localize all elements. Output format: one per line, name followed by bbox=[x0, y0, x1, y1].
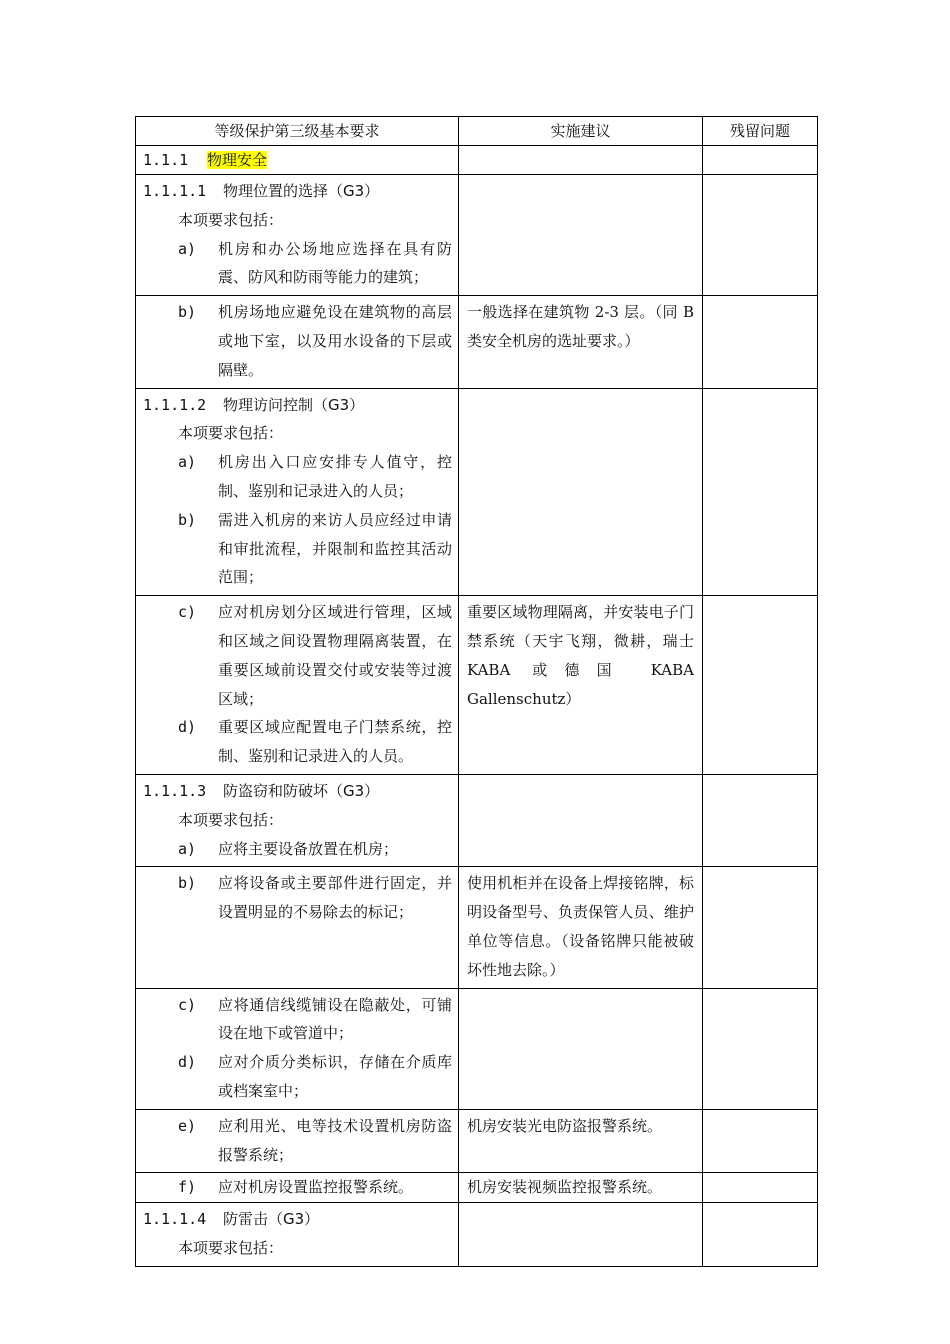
intro-text: 本项要求包括： bbox=[178, 810, 284, 829]
subsection-number: 1.1.1.2 bbox=[143, 395, 207, 414]
residual-cell bbox=[703, 1203, 818, 1267]
advice-text: 机房安装视频监控报警系统。 bbox=[467, 1178, 663, 1197]
table-row bbox=[136, 867, 818, 988]
advice-text: 机房安装光电防盗报警系统。 bbox=[467, 1116, 663, 1135]
list-item: d) 重要区域应配置电子门禁系统，控制、鉴别和记录进入的人员。 bbox=[178, 718, 452, 766]
residual-cell bbox=[703, 1109, 818, 1173]
list-item: a) 机房出入口应安排专人值守，控制、鉴别和记录进入的人员； bbox=[178, 453, 452, 500]
subsection-number: 1.1.1.4 bbox=[143, 1210, 207, 1229]
table-row bbox=[136, 1203, 818, 1267]
subsection-number: 1.1.1.1 bbox=[143, 182, 207, 200]
section-row bbox=[136, 146, 818, 175]
residual-cell bbox=[703, 867, 818, 988]
residual-cell bbox=[703, 596, 818, 775]
residual-cell bbox=[703, 1173, 818, 1203]
residual-cell bbox=[703, 175, 818, 296]
list-item: a) 应将主要设备放置在机房； bbox=[178, 839, 399, 858]
list-item: c) 应将通信线缆铺设在隐蔽处，可铺设在地下或管道中； bbox=[178, 995, 452, 1043]
residual-cell bbox=[703, 988, 818, 1109]
advice-cell bbox=[459, 175, 703, 296]
subsection-title: 物理访问控制（G3） bbox=[223, 395, 365, 414]
section-title: 物理安全 bbox=[207, 151, 268, 169]
residual-cell bbox=[703, 296, 818, 388]
subsection-title: 防雷击（G3） bbox=[223, 1210, 320, 1229]
table-row bbox=[136, 596, 818, 775]
subsection-title: 物理位置的选择（G3） bbox=[223, 182, 380, 200]
residual-cell bbox=[703, 388, 818, 596]
advice-cell bbox=[459, 146, 703, 175]
table-row bbox=[136, 774, 818, 866]
table-row bbox=[136, 1109, 818, 1173]
intro-text: 本项要求包括： bbox=[178, 1239, 284, 1258]
list-item: f) 应对机房设置监控报警系统。 bbox=[178, 1178, 414, 1197]
residual-cell bbox=[703, 146, 818, 175]
section-number: 1.1.1 bbox=[143, 151, 189, 169]
advice-cell bbox=[459, 774, 703, 866]
list-item: d) 应对介质分类标识，存储在介质库或档案室中； bbox=[178, 1053, 452, 1100]
table-row bbox=[136, 1173, 818, 1203]
list-item: a) 机房和办公场地应选择在具有防震、防风和防雨等能力的建筑； bbox=[178, 239, 452, 287]
list-item: b) 应将设备或主要部件进行固定，并设置明显的不易除去的标记； bbox=[178, 874, 452, 922]
list-item: b) 需进入机房的来访人员应经过申请和审批流程，并限制和监控其活动范围； bbox=[178, 510, 452, 587]
header-requirement: 等级保护第三级基本要求 bbox=[136, 117, 459, 146]
list-item: b) 机房场地应避免设在建筑物的高层或地下室，以及用水设备的下层或隔壁。 bbox=[178, 303, 452, 379]
table-row bbox=[136, 296, 818, 388]
table-row bbox=[136, 988, 818, 1109]
subsection-title: 防盗窃和防破坏（G3） bbox=[223, 781, 380, 800]
list-item: c) 应对机房划分区域进行管理，区域和区域之间设置物理隔离装置，在重要区域前设置交付或安装等过渡区域； bbox=[178, 603, 452, 708]
requirements-table bbox=[135, 116, 818, 1267]
header-residual: 残留问题 bbox=[703, 117, 818, 146]
list-item: e) 应利用光、电等技术设置机房防盗报警系统； bbox=[178, 1116, 452, 1164]
advice-text: 使用机柜并在设备上焊接铭牌，标明设备型号、负责保管人员、维护单位等信息。（设备铭牌只能被破坏性地去除。） bbox=[467, 874, 694, 979]
intro-text: 本项要求包括： bbox=[178, 424, 284, 443]
header-row bbox=[136, 117, 818, 146]
residual-cell bbox=[703, 774, 818, 866]
table-row bbox=[136, 388, 818, 596]
intro-text: 本项要求包括： bbox=[178, 210, 284, 229]
header-advice: 实施建议 bbox=[459, 117, 703, 146]
advice-cell bbox=[459, 388, 703, 596]
advice-cell bbox=[459, 988, 703, 1109]
advice-cell bbox=[459, 1203, 703, 1267]
table-row bbox=[136, 175, 818, 296]
subsection-number: 1.1.1.3 bbox=[143, 781, 207, 800]
advice-text: 重要区域物理隔离，并安装电子门禁系统（天宇飞翔，微耕，瑞士 KABA 或德国 KABA Gallenschutz） bbox=[467, 603, 694, 708]
advice-text: 一般选择在建筑物 2-3 层。（同 B 类安全机房的选址要求。） bbox=[467, 303, 694, 350]
